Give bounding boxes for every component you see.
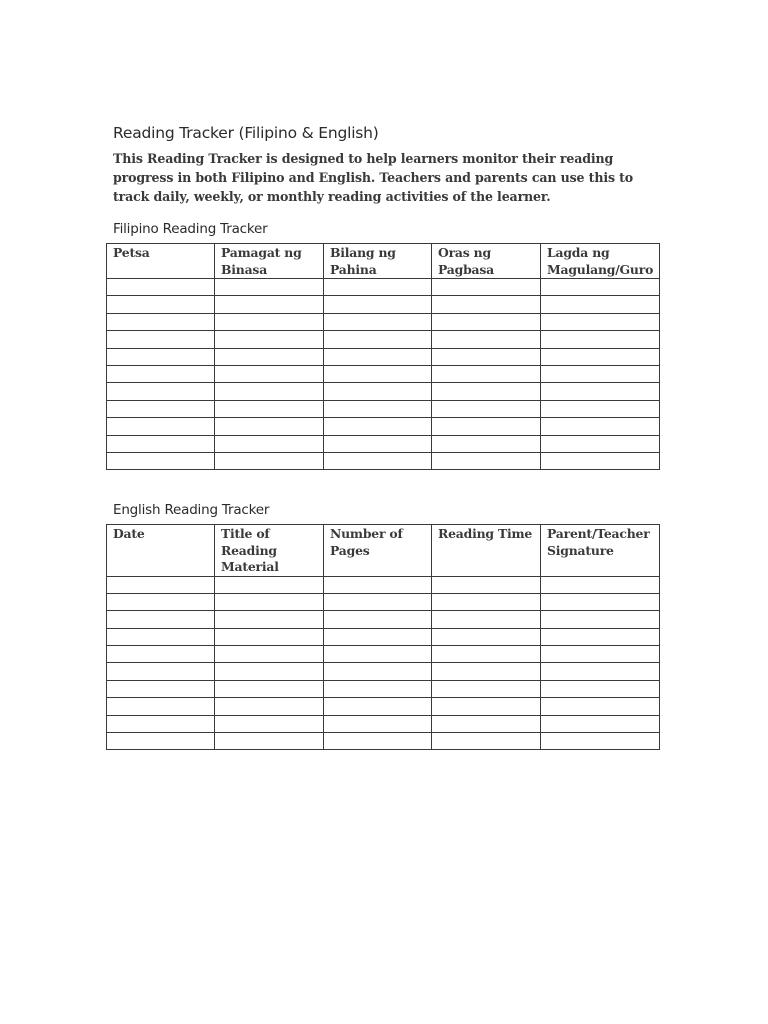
- table-cell[interactable]: [541, 715, 660, 732]
- column-header-petsa: Petsa: [107, 244, 215, 279]
- table-cell[interactable]: [215, 383, 324, 400]
- table-cell[interactable]: [215, 628, 324, 645]
- table-row: [107, 646, 660, 663]
- table-cell[interactable]: [215, 593, 324, 610]
- table-cell[interactable]: [432, 400, 541, 417]
- table-cell[interactable]: [541, 348, 660, 365]
- table-row: [107, 296, 660, 313]
- table-cell[interactable]: [215, 733, 324, 750]
- table-cell[interactable]: [324, 611, 432, 628]
- table-row: [107, 715, 660, 732]
- table-cell[interactable]: [541, 331, 660, 348]
- table-cell[interactable]: [215, 365, 324, 382]
- table-cell[interactable]: [324, 331, 432, 348]
- table-cell[interactable]: [432, 663, 541, 680]
- table-row: [107, 435, 660, 452]
- english-tracker-body: [107, 576, 660, 750]
- table-cell[interactable]: [215, 698, 324, 715]
- table-cell[interactable]: [541, 663, 660, 680]
- column-header-number-of-pages: Number of Pages: [324, 525, 432, 577]
- table-cell[interactable]: [215, 452, 324, 469]
- table-cell[interactable]: [107, 663, 215, 680]
- table-row: [107, 313, 660, 330]
- table-cell[interactable]: [324, 628, 432, 645]
- table-cell[interactable]: [541, 628, 660, 645]
- table-cell[interactable]: [541, 680, 660, 697]
- table-cell[interactable]: [432, 313, 541, 330]
- table-cell[interactable]: [541, 646, 660, 663]
- table-cell[interactable]: [107, 698, 215, 715]
- table-row: [107, 576, 660, 593]
- table-cell[interactable]: [432, 296, 541, 313]
- table-cell[interactable]: [324, 348, 432, 365]
- table-cell[interactable]: [432, 452, 541, 469]
- table-cell[interactable]: [432, 611, 541, 628]
- column-header-lagda-ng-magulang-guro: Lagda ng Magulang/Guro: [541, 244, 660, 279]
- table-cell[interactable]: [107, 383, 215, 400]
- table-cell[interactable]: [432, 715, 541, 732]
- table-cell[interactable]: [432, 680, 541, 697]
- table-cell[interactable]: [107, 435, 215, 452]
- table-cell[interactable]: [215, 418, 324, 435]
- table-cell[interactable]: [324, 365, 432, 382]
- table-cell[interactable]: [432, 733, 541, 750]
- table-row: [107, 383, 660, 400]
- table-row: [107, 680, 660, 697]
- table-cell[interactable]: [107, 296, 215, 313]
- table-cell[interactable]: [541, 576, 660, 593]
- table-cell[interactable]: [107, 365, 215, 382]
- table-cell[interactable]: [107, 646, 215, 663]
- table-cell[interactable]: [541, 733, 660, 750]
- table-cell[interactable]: [107, 418, 215, 435]
- table-cell[interactable]: [541, 296, 660, 313]
- table-cell[interactable]: [541, 698, 660, 715]
- table-header-row: [107, 525, 660, 577]
- table-cell[interactable]: [432, 279, 541, 296]
- table-cell[interactable]: [541, 452, 660, 469]
- table-cell[interactable]: [324, 279, 432, 296]
- table-row: [107, 331, 660, 348]
- table-cell[interactable]: [324, 383, 432, 400]
- table-cell[interactable]: [432, 628, 541, 645]
- table-row: [107, 733, 660, 750]
- table-cell[interactable]: [324, 576, 432, 593]
- table-cell[interactable]: [432, 418, 541, 435]
- table-cell[interactable]: [324, 400, 432, 417]
- table-row: [107, 452, 660, 469]
- table-cell[interactable]: [541, 383, 660, 400]
- table-cell[interactable]: [432, 435, 541, 452]
- table-cell[interactable]: [432, 593, 541, 610]
- table-cell[interactable]: [324, 418, 432, 435]
- table-row: [107, 400, 660, 417]
- table-cell[interactable]: [107, 348, 215, 365]
- table-cell[interactable]: [324, 646, 432, 663]
- table-cell[interactable]: [107, 400, 215, 417]
- table-cell[interactable]: [432, 383, 541, 400]
- column-header-pamagat-ng-binasa: Pamagat ng Binasa: [215, 244, 324, 279]
- table-row: [107, 418, 660, 435]
- english-tracker-table: [106, 524, 660, 750]
- table-cell[interactable]: [107, 313, 215, 330]
- table-cell[interactable]: [541, 313, 660, 330]
- table-cell[interactable]: [107, 715, 215, 732]
- table-cell[interactable]: [432, 331, 541, 348]
- table-cell[interactable]: [215, 279, 324, 296]
- table-cell[interactable]: [432, 698, 541, 715]
- table-cell[interactable]: [324, 435, 432, 452]
- table-cell[interactable]: [324, 680, 432, 697]
- table-cell[interactable]: [107, 593, 215, 610]
- english-tracker-heading: English Reading Tracker: [113, 502, 270, 518]
- table-cell[interactable]: [541, 365, 660, 382]
- table-row: [107, 365, 660, 382]
- table-cell[interactable]: [541, 593, 660, 610]
- table-cell[interactable]: [107, 331, 215, 348]
- table-row: [107, 593, 660, 610]
- table-cell[interactable]: [541, 279, 660, 296]
- intro-paragraph: This Reading Tracker is designed to help learners monitor their reading progress in both Filipino and English. Teachers and parents can use this to track daily, weekly, or monthly reading activities of the learner.: [113, 151, 634, 204]
- table-cell[interactable]: [107, 733, 215, 750]
- table-header-row: [107, 244, 660, 279]
- table-cell[interactable]: [215, 663, 324, 680]
- table-cell[interactable]: [324, 715, 432, 732]
- column-header-title-of-reading-material: Title of Reading Material: [215, 525, 324, 577]
- table-cell[interactable]: [324, 593, 432, 610]
- table-row: [107, 628, 660, 645]
- table-cell[interactable]: [107, 576, 215, 593]
- table-cell[interactable]: [324, 452, 432, 469]
- table-cell[interactable]: [541, 611, 660, 628]
- table-cell[interactable]: [324, 733, 432, 750]
- table-cell[interactable]: [215, 680, 324, 697]
- table-cell[interactable]: [107, 628, 215, 645]
- column-header-parent-teacher-signature: Parent/Teacher Signature: [541, 525, 660, 577]
- table-cell[interactable]: [215, 576, 324, 593]
- table-cell[interactable]: [432, 646, 541, 663]
- table-cell[interactable]: [324, 663, 432, 680]
- table-cell[interactable]: [324, 313, 432, 330]
- column-header-bilang-ng-pahina: Bilang ng Pahina: [324, 244, 432, 279]
- table-cell[interactable]: [541, 418, 660, 435]
- table-row: [107, 348, 660, 365]
- table-cell[interactable]: [541, 435, 660, 452]
- table-row: [107, 663, 660, 680]
- column-header-reading-time: Reading Time: [432, 525, 541, 577]
- table-cell[interactable]: [215, 313, 324, 330]
- table-row: [107, 698, 660, 715]
- table-cell[interactable]: [107, 680, 215, 697]
- table-cell[interactable]: [215, 646, 324, 663]
- table-cell[interactable]: [215, 331, 324, 348]
- table-cell[interactable]: [541, 400, 660, 417]
- column-header-oras-ng-pagbasa: Oras ng Pagbasa: [432, 244, 541, 279]
- filipino-tracker-heading: Filipino Reading Tracker: [113, 221, 268, 237]
- table-cell[interactable]: [432, 348, 541, 365]
- table-cell[interactable]: [324, 296, 432, 313]
- document-title: Reading Tracker (Filipino & English): [113, 124, 379, 142]
- table-cell[interactable]: [215, 611, 324, 628]
- table-cell[interactable]: [432, 365, 541, 382]
- table-cell[interactable]: [215, 400, 324, 417]
- table-cell[interactable]: [215, 715, 324, 732]
- table-cell[interactable]: [215, 296, 324, 313]
- filipino-tracker-table: [106, 243, 660, 470]
- table-cell[interactable]: [107, 452, 215, 469]
- table-cell[interactable]: [107, 611, 215, 628]
- table-row: [107, 279, 660, 296]
- table-cell[interactable]: [215, 348, 324, 365]
- table-cell[interactable]: [432, 576, 541, 593]
- table-row: [107, 611, 660, 628]
- table-cell[interactable]: [324, 698, 432, 715]
- table-cell[interactable]: [107, 279, 215, 296]
- filipino-tracker-body: [107, 279, 660, 470]
- table-cell[interactable]: [215, 435, 324, 452]
- column-header-date: Date: [107, 525, 215, 577]
